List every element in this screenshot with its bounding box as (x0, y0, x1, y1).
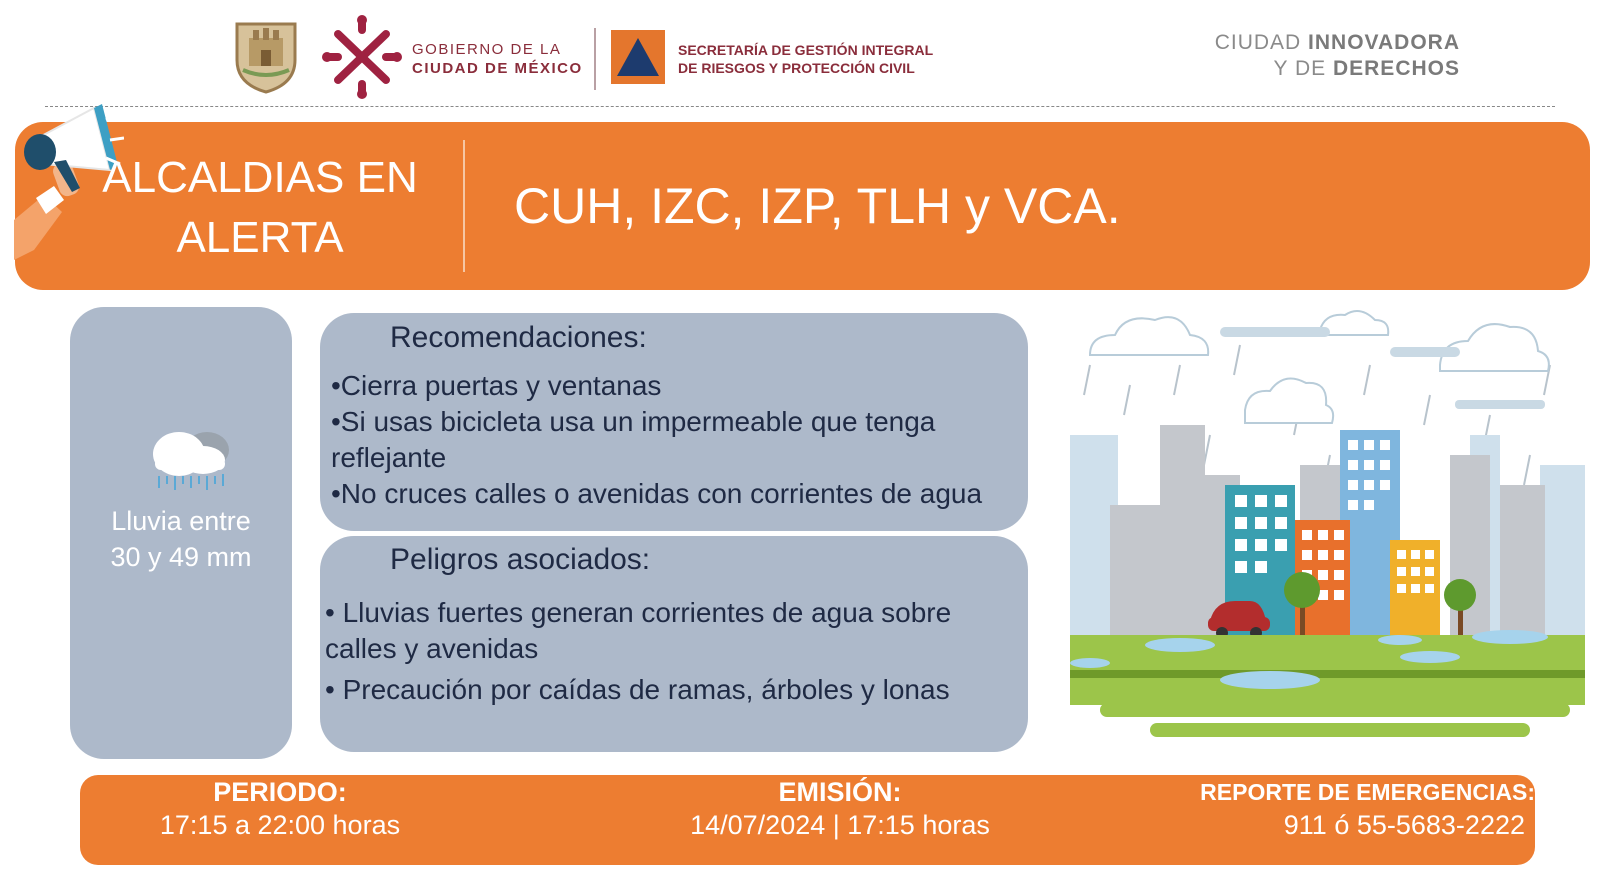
alcaldias-list: CUH, IZC, IZP, TLH y VCA. (514, 178, 1121, 234)
periodo-value: 17:15 a 22:00 horas (159, 810, 401, 840)
rain-cloud-icon (145, 424, 235, 496)
alert-title-line1: ALCALDIAS EN (102, 153, 418, 202)
slogan-line2-light: Y DE (1273, 57, 1333, 80)
banner-divider (463, 140, 465, 272)
sec-line1: SECRETARÍA DE GESTIÓN INTEGRAL (678, 42, 934, 58)
sec-line2: DE RIESGOS Y PROTECCIÓN CIVIL (678, 60, 915, 76)
recomendacion-item: reflejante (331, 442, 447, 473)
recomendacion-item: •Si usas bicicleta usa un impermeable que tenga (331, 406, 936, 437)
header-dashed-divider (45, 106, 1555, 107)
rain-amount-text (70, 503, 292, 575)
periodo-label: PERIODO: (213, 777, 347, 807)
alert-title-line2: ALERTA (176, 213, 344, 262)
slogan (1160, 30, 1460, 82)
header-divider (594, 28, 596, 90)
rain-line1: Lluvia entre (111, 506, 251, 536)
recomendacion-item: •No cruces calles o avenidas con corrientes de agua (331, 478, 983, 509)
alert-title (100, 148, 420, 268)
rain-line2: 30 y 49 mm (110, 542, 252, 572)
slogan-line2-bold: DERECHOS (1332, 57, 1460, 80)
recomendaciones-title: Recomendaciones: (390, 321, 647, 354)
peligros-title: Peligros asociados: (390, 543, 651, 576)
slogan-line1-bold: INNOVADORA (1308, 31, 1460, 54)
header (0, 0, 1600, 110)
peligro-item: calles y avenidas (325, 633, 539, 664)
gov-line1: GOBIERNO DE LA (412, 41, 562, 58)
emision-label: EMISIÓN: (778, 777, 902, 807)
proteccion-civil-triangle-icon (611, 30, 665, 84)
cdmx-shield-icon (233, 20, 299, 94)
peligro-item: • Precaución por caídas de ramas, árboles y lonas (325, 674, 950, 705)
cdmx-knot-logo-icon (322, 14, 402, 100)
secretaria-name (678, 41, 933, 77)
rainy-city-illustration (1070, 305, 1585, 757)
reporte-label: REPORTE DE EMERGENCIAS: (1200, 779, 1535, 805)
emision-value: 14/07/2024 | 17:15 horas (690, 810, 990, 840)
peligro-item: • Lluvias fuertes generan corrientes de agua sobre (325, 597, 952, 628)
reporte-value: 911 ó 55-5683-2222 (1283, 810, 1525, 840)
recomendacion-item: •Cierra puertas y ventanas (331, 370, 662, 401)
gov-line2: CIUDAD DE MÉXICO (412, 60, 583, 77)
slogan-line1-light: CIUDAD (1214, 31, 1309, 54)
gov-name (412, 40, 583, 78)
